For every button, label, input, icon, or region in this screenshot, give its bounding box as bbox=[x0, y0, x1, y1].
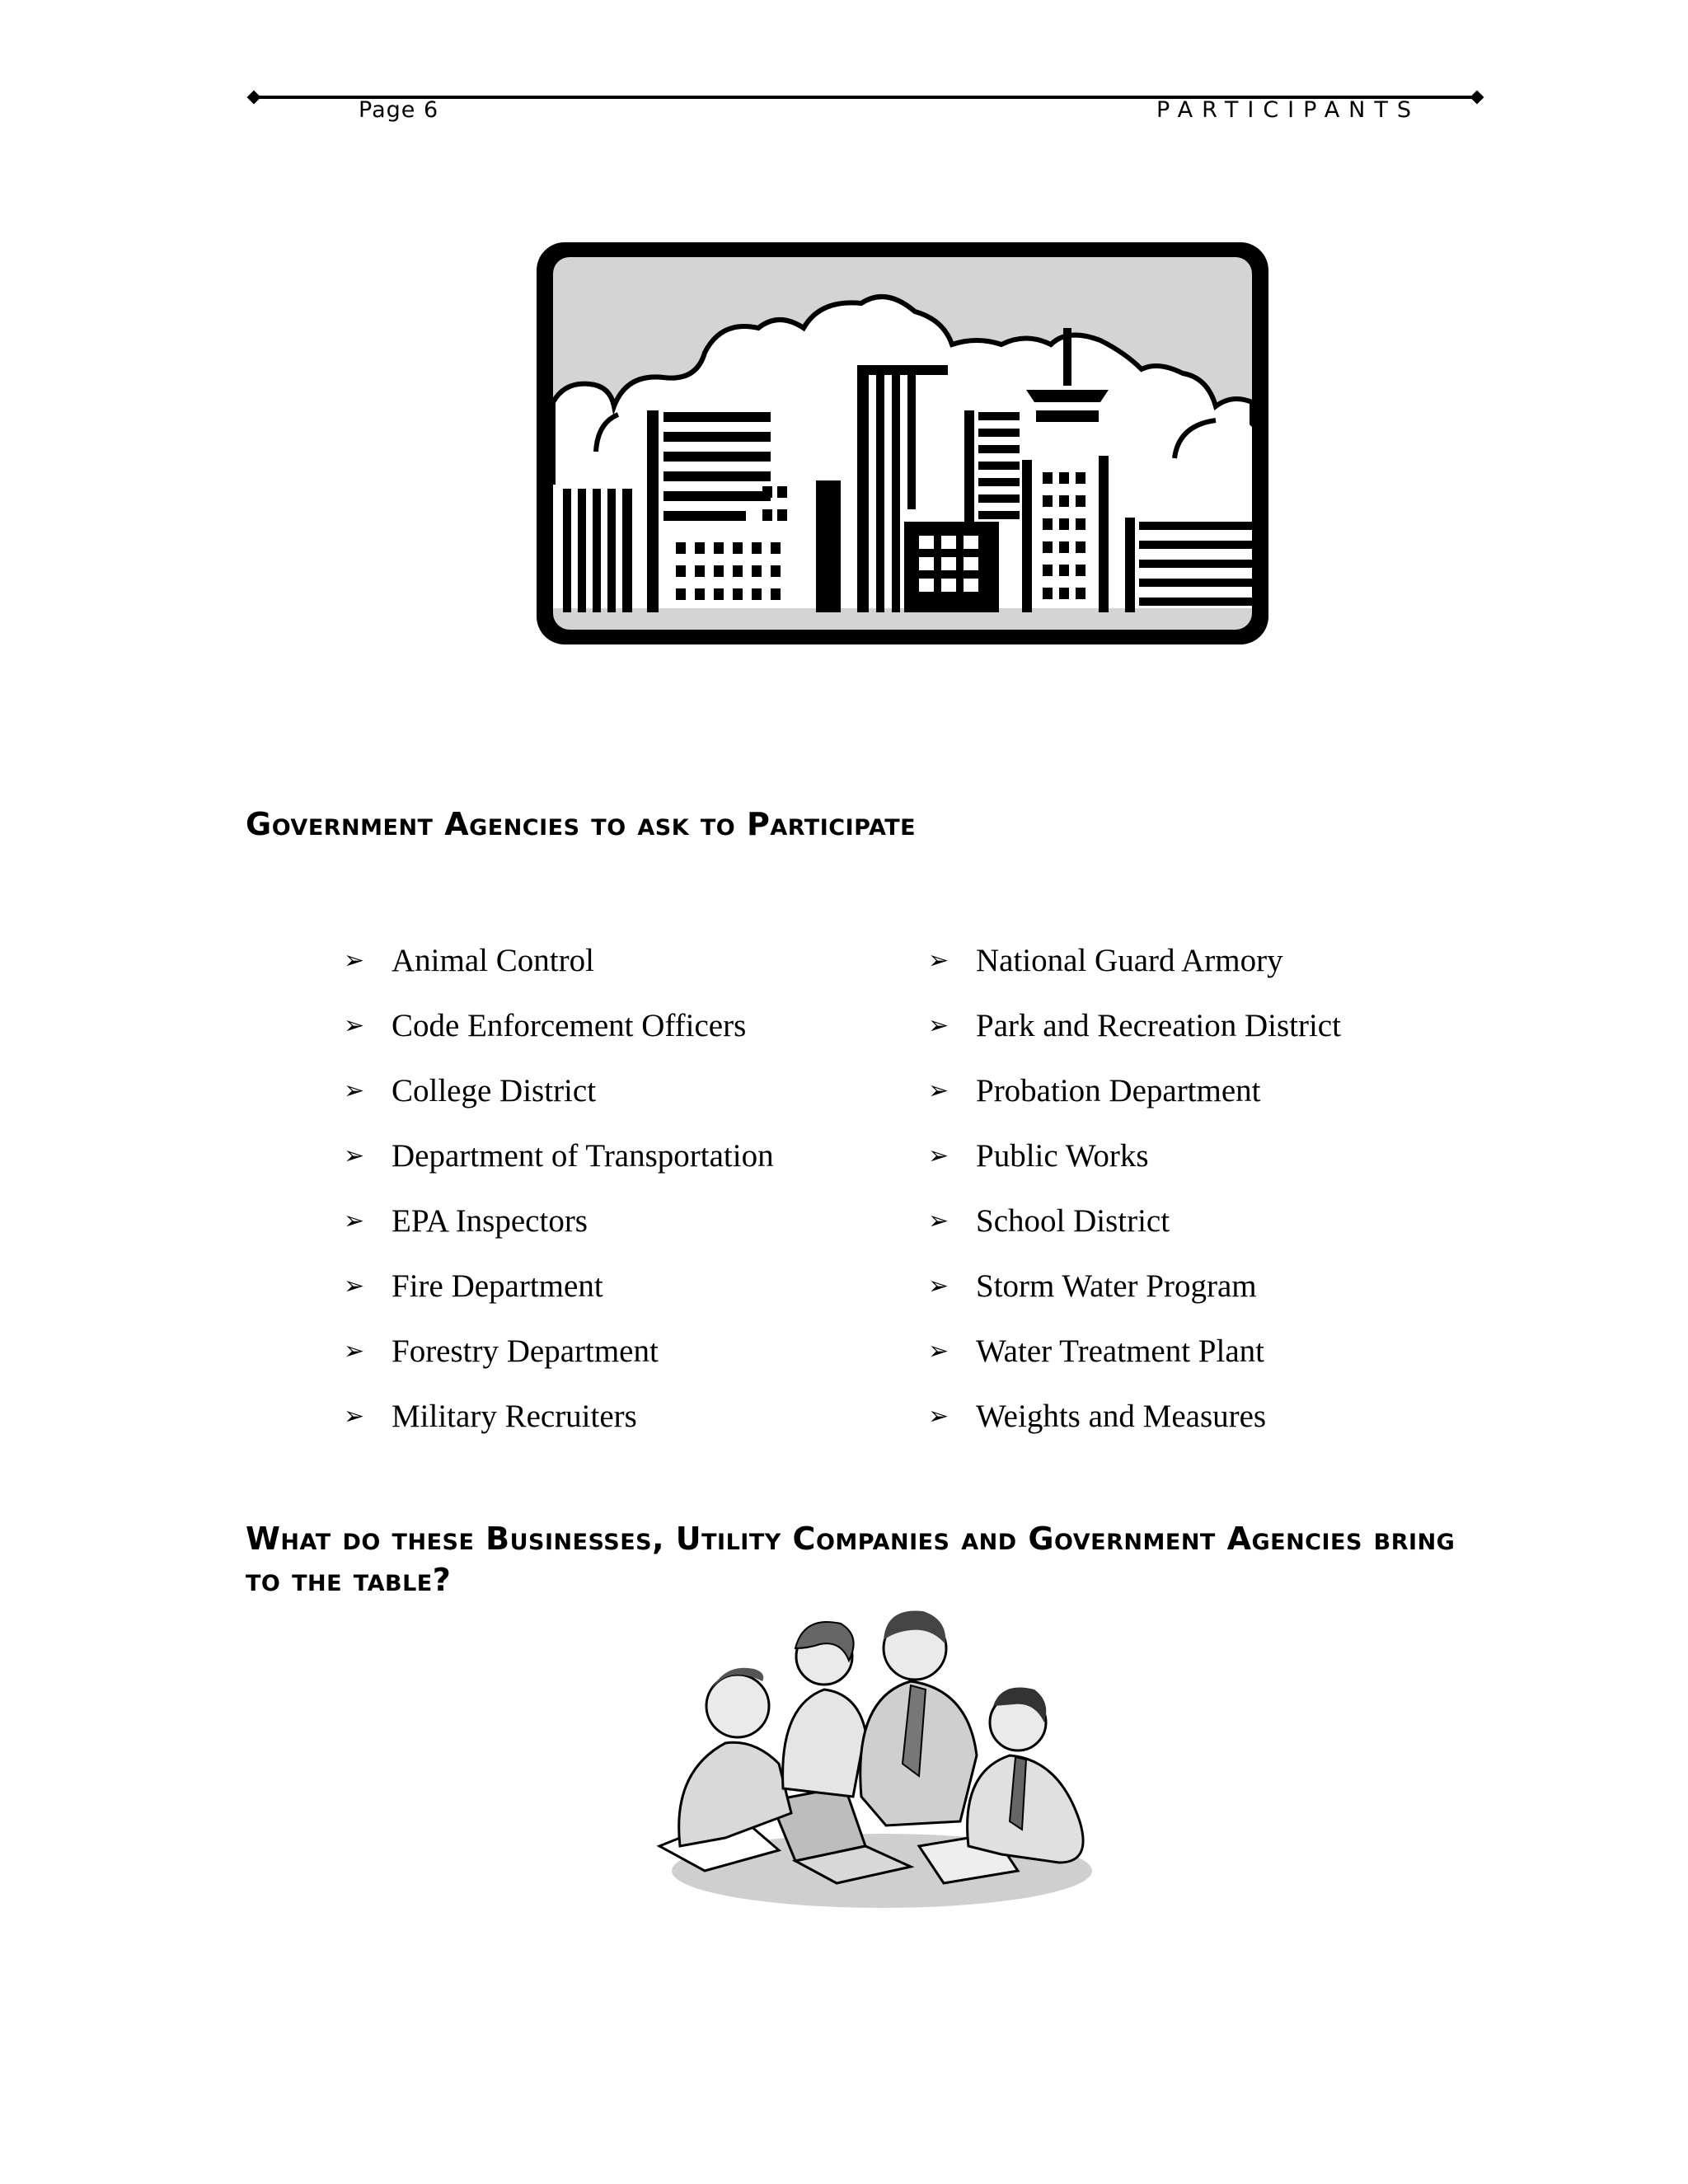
page-number: Page 6 bbox=[359, 97, 439, 123]
team-meeting-clipart bbox=[647, 1599, 1117, 1912]
arrow-bullet-icon: ➢ bbox=[928, 1402, 950, 1431]
city-skyline-icon bbox=[532, 237, 1273, 649]
arrow-bullet-icon: ➢ bbox=[344, 1076, 365, 1105]
arrow-bullet-icon: ➢ bbox=[928, 1076, 950, 1105]
list-item-label: EPA Inspectors bbox=[392, 1203, 588, 1239]
list-item bbox=[928, 1058, 1341, 1123]
list-item bbox=[928, 1188, 1341, 1254]
arrow-bullet-icon: ➢ bbox=[928, 1011, 950, 1040]
list-item bbox=[928, 1384, 1341, 1449]
list-item-label: Department of Transportation bbox=[392, 1138, 774, 1174]
arrow-bullet-icon: ➢ bbox=[928, 1141, 950, 1170]
list-item bbox=[344, 1384, 774, 1449]
list-item-label: Water Treatment Plant bbox=[976, 1333, 1264, 1369]
arrow-bullet-icon: ➢ bbox=[344, 1011, 365, 1040]
arrow-bullet-icon: ➢ bbox=[344, 946, 365, 975]
list-item-label: School District bbox=[976, 1203, 1170, 1239]
arrow-bullet-icon: ➢ bbox=[344, 1337, 365, 1366]
list-item-label: Weights and Measures bbox=[976, 1399, 1267, 1434]
list-item bbox=[344, 928, 774, 993]
list-item bbox=[344, 1058, 774, 1123]
arrow-bullet-icon: ➢ bbox=[344, 1207, 365, 1235]
list-item-label: Storm Water Program bbox=[976, 1268, 1257, 1304]
agency-list-right bbox=[928, 928, 1341, 1449]
arrow-bullet-icon: ➢ bbox=[344, 1141, 365, 1170]
question-heading: What do these Businesses, Utility Companies and Government Agencies bring to the table? bbox=[246, 1521, 1456, 1598]
list-item-label: Military Recruiters bbox=[392, 1399, 637, 1434]
list-item bbox=[928, 993, 1341, 1058]
list-item-label: Code Enforcement Officers bbox=[392, 1008, 747, 1043]
list-item-label: Probation Department bbox=[976, 1073, 1261, 1108]
list-item bbox=[344, 1188, 774, 1254]
section-title: PARTICIPANTS bbox=[1156, 97, 1420, 123]
header-diamond-right bbox=[1470, 91, 1484, 105]
list-item bbox=[344, 993, 774, 1058]
list-item-label: Public Works bbox=[976, 1138, 1149, 1174]
agency-list-left bbox=[344, 928, 774, 1449]
list-item bbox=[344, 1254, 774, 1319]
list-item-label: Park and Recreation District bbox=[976, 1008, 1341, 1043]
arrow-bullet-icon: ➢ bbox=[344, 1272, 365, 1301]
list-item bbox=[928, 1254, 1341, 1319]
arrow-bullet-icon: ➢ bbox=[928, 1207, 950, 1235]
list-item bbox=[344, 1123, 774, 1188]
list-item-label: College District bbox=[392, 1073, 597, 1108]
list-item-label: National Guard Armory bbox=[976, 943, 1283, 978]
arrow-bullet-icon: ➢ bbox=[928, 946, 950, 975]
list-item bbox=[928, 1319, 1341, 1384]
agencies-heading: Government Agencies to ask to Participate bbox=[246, 806, 917, 842]
list-item bbox=[928, 928, 1341, 993]
list-item bbox=[928, 1123, 1341, 1188]
arrow-bullet-icon: ➢ bbox=[928, 1272, 950, 1301]
list-item bbox=[344, 1319, 774, 1384]
arrow-bullet-icon: ➢ bbox=[928, 1337, 950, 1366]
list-item-label: Forestry Department bbox=[392, 1333, 659, 1369]
arrow-bullet-icon: ➢ bbox=[344, 1402, 365, 1431]
list-item-label: Fire Department bbox=[392, 1268, 603, 1304]
list-item-label: Animal Control bbox=[392, 943, 594, 978]
